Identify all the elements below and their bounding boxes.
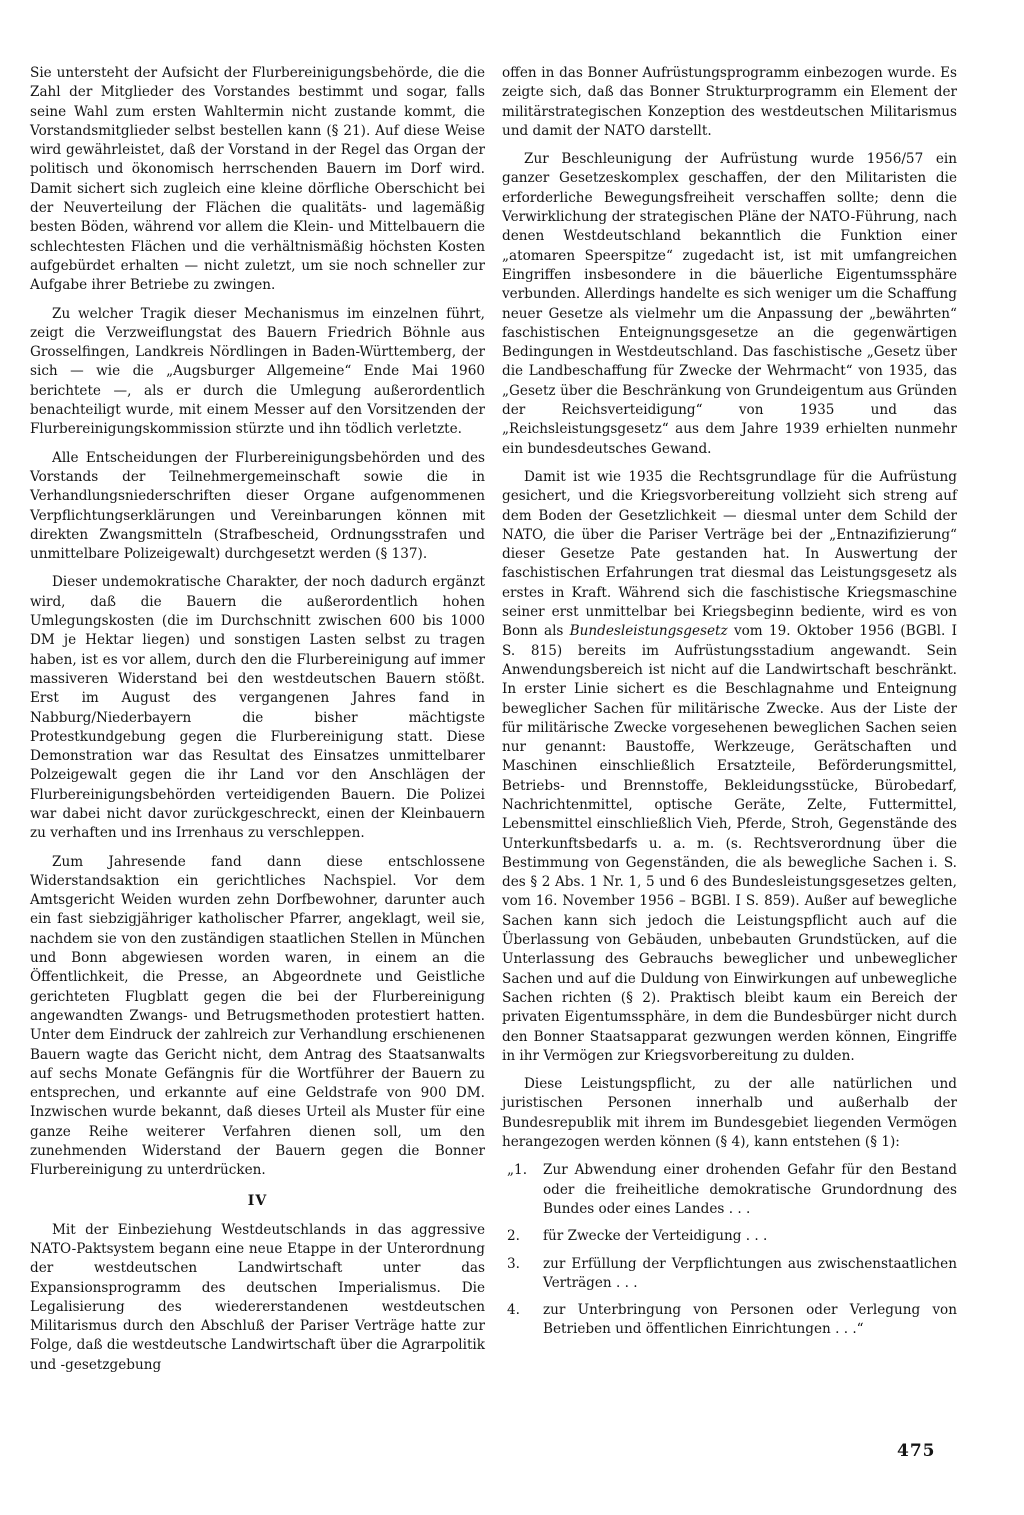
list-item <box>502 1255 957 1294</box>
list-item-text: zur Erfüllung der Verpflichtungen aus zwischenstaatlichen Verträgen . . . <box>543 1255 957 1291</box>
paragraph: Zu welcher Tragik dieser Mechanismus im einzelnen führt, zeigt die Verzweiflungstat des Bauern Friedrich Böhnle aus Grosselfingen, Landkreis Nördlingen in Baden-Württemberg, der sich — wie die „Augsburger Allgemeine“ Ende Mai 1960 berichtete —, als er durch die Umlegung außerordentlich benachteiligt wurde, mit einem Messer auf den Vorsitzenden der Flurbereinigungskommission stürzte und ihn tödlich verletzte. <box>30 305 485 438</box>
paragraph: offen in das Bonner Aufrüstungsprogramm einbezogen wurde. Es zeigte sich, daß das Bonner Strukturprogramm ein Element der militärstrategischen Konzeption des westdeutschen Militarismus und damit der NATO darstellt. <box>502 65 957 139</box>
list-item-text: für Zwecke der Verteidigung . . . <box>543 1228 768 1245</box>
paragraph: Sie untersteht der Aufsicht der Flurbereinigungsbehörde, die die Zahl der Mitglieder des Vorstandes bestimmt und sogar, falls seine Wahl zum ersten Wahltermin nicht zustande kommt, die Vorstandsmitglieder selbst bestellen kann (§ 21). Auf diese Weise wird gewährleistet, daß der Vorstand in der Regel das Organ der politisch und ökonomisch herrschenden Bauern im Dorf wird. Damit sichert sich zugleich eine kleine dörfliche Oberschicht bei der Neuverteilung der Flächen die qualitäts- und lagemäßig besten Böden, während vor allem die Klein- und Mittelbauern die schlechtesten Flächen und die verhältnismäßig höchsten Kosten aufgebürdet erhalten — nicht zuletzt, um sie noch schneller zur Aufgabe ihrer Betriebe zu zwingen. <box>30 65 485 294</box>
paragraph-text: Damit ist wie 1935 die Rechtsgrundlage für die Aufrüstung gesichert, und die Kriegsvorbereitung vollzieht sich streng auf dem Boden der Gesetzlichkeit — diesmal unter dem Schild der NATO, die über die Pariser Verträge bei der „Entnazifizierung“ dieser Gesetze Pate gestanden hat. In Auswertung der faschistischen Erfahrungen trat diesmal das Leistungsgesetz als erstes in Kraft. Während sich die faschistische Kriegsmaschine seiner erst unmittelbar bei Kriegsbeginn bediente, wird es von Bonn als <box>502 468 957 640</box>
paragraph: Alle Entscheidungen der Flurbereinigungsbehörden und des Vorstands der Teilnehmergemeinschaft sowie die in Verhandlungsniederschriften dieser Organe aufgenommenen Verpflichtungserklärungen und Vereinbarungen können mit direkten Zwangsmitteln (Strafbescheid, Ordnungsstrafen und unmittelbare Polizeigewalt) durchgesetzt werden (§ 137). <box>30 449 485 563</box>
list-item <box>502 1301 957 1340</box>
page-number: 475 <box>897 1441 936 1461</box>
list-item-number: „1. <box>507 1162 528 1179</box>
paragraph-text: vom 19. Oktober 1956 (BGBl. I S. 815) bereits im Aufrüstungsstadium angewandt. Sein Anwendungsbereich ist nicht auf die Landwirtschaft beschränkt. In erster Linie sichert es die Beschlagnahme und Enteignung beweglicher Sachen für militärische Zwecke. Aus der Liste der für militärische Zwecke vorgesehenen beweglichen Sachen seien nur genannt: Baustoffe, Werkzeuge, Gerätschaften und Maschinen einschließlich Ersatzteile, Beförderungsmittel, Betriebs- und Brennstoffe, Bekleidungsstücke, Bürobedarf, Nachrichtenmittel, optische Geräte, Zelte, Futtermittel, Lebensmittel einschließlich Vieh, Pferde, Stroh, Gegenstände des Unterkunftsbedarfs u. a. m. (s. Rechtsverordnung über die Bestimmung von Gegenständen, die als bewegliche Sachen i. S. des § 2 Abs. 1 Nr. 1, 5 und 6 des Bundesleistungsgesetzes gelten, vom 16. November 1956 – BGBl. I S. 859). Außer auf bewegliche Sachen kann sich jedoch die Leistungspflicht auch auf die Überlassung von Gebäuden, unbebauten Grundstücken, auf die Unterlassung des Gebrauchs beweglicher und unbeweglicher Sachen und auf die Duldung von Einwirkungen auf unbewegliche Sachen richten (§ 2). Praktisch bleibt kaum ein Bereich der privaten Eigentumssphäre, in dem die Bundesbürger nicht durch den Bonner Staatsapparat gezwungen werden können, Eingriffe in ihr Vermögen zur Kriegsvorbereitung zu dulden. <box>502 623 957 1064</box>
paragraph <box>502 468 957 1066</box>
list-item-text: Zur Abwendung einer drohenden Gefahr für den Bestand oder die freiheitliche demokratische Grundordnung des Bundes oder eines Landes . . . <box>543 1162 957 1217</box>
list-item <box>502 1227 957 1246</box>
list-item-number: 4. <box>507 1302 520 1319</box>
paragraph: Zur Beschleunigung der Aufrüstung wurde 1956/57 ein ganzer Gesetzeskomplex geschaffen, der den Militaristen die erforderliche Bewegungsfreiheit verschaffen sollte; denn die Verwirklichung der strategischen Pläne der NATO-Führung, nach denen Westdeutschland bekanntlich die Funktion einer „atomaren Speerspitze“ zugedacht ist, ist mit umfangreichen Eingriffen insbesondere in die bäuerliche Eigentumssphäre verbunden. Allerdings handelte es sich weniger um die Schaffung neuer Gesetze als vielmehr um die Anpassung der „bewährten“ faschistischen Enteignungsgesetze an die gegenwärtigen Bedingungen in Westdeutschland. Das faschistische „Gesetz über die Landbeschaffung für Zwecke der Wehrmacht“ von 1935, das „Gesetz über die Beschränkung von Grundeigentum aus Gründen der Reichsverteidigung“ von 1935 und das „Reichsleistungsgesetz“ aus dem Jahre 1939 erhielten nunmehr ein bundesdeutsches Gewand. <box>502 151 957 457</box>
list-item-number: 2. <box>507 1228 520 1245</box>
list-item-text: zur Unterbringung von Personen oder Verlegung von Betrieben und öffentlichen Einrichtungen . . .“ <box>543 1302 957 1338</box>
section-heading: IV <box>247 1192 268 1209</box>
list-item-number: 3. <box>507 1255 520 1272</box>
paragraph: Zum Jahresende fand dann diese entschlossene Widerstandsaktion ein gerichtliches Nachspiel. Vor dem Amtsgericht Weiden wurden zehn Dorfbewohner, darunter auch ein fast siebzigjähriger katholischer Pfarrer, angeklagt, weil sie, nachdem sie von den zuständigen staatlichen Stellen in München und Bonn abgewiesen worden waren, in einem an die Öffentlichkeit, die Presse, an Abgeordnete und Geistliche gerichteten Flugblatt gegen die bei der Flurbereinigung angewandten Zwangs- und Betrugsmethoden protestiert hatten. Unter dem Eindruck der zahlreich zur Verhandlung erschienenen Bauern wagte das Gericht nicht, dem Antrag des Staatsanwalts auf sechs Monate Gefängnis für die Wortführer der Bauern zu entsprechen, und erkannte auf eine Geldstrafe von 900 DM. Inzwischen wurde bekannt, daß dieses Urteil als Muster für eine ganze Reihe weiterer Verfahren dienen soll, um den zunehmenden Widerstand der Bauern gegen die Bonner Flurbereinigung zu unterdrücken. <box>30 853 485 1179</box>
paragraph: Mit der Einbeziehung Westdeutschlands in das aggressive NATO-Paktsystem begann eine neue Etappe in der Unterordnung der westdeutschen Landwirtschaft unter das Expansionsprogramm des deutschen Imperialismus. Die Legalisierung des wiedererstandenen westdeutschen Militarismus durch den Abschluß der Pariser Verträge hatte zur Folge, daß die westdeutsche Landwirtschaft über die Agrarpolitik und -gesetzgebung <box>30 1221 485 1373</box>
list-item <box>502 1161 957 1219</box>
paragraph: Diese Leistungspflicht, zu der alle natürlichen und juristischen Personen innerhalb und außerhalb der Bundesrepublik mit ihrem im Bundesgebiet liegenden Vermögen herangezogen werden können (§ 4), kann entstehen (§ 1): <box>502 1076 957 1151</box>
paragraph: Dieser undemokratische Charakter, der noch dadurch ergänzt wird, daß die Bauern die außerordentlich hohen Umlegungskosten (die im Durchschnitt zwischen 600 bis 1000 DM je Hektar liegen) und sonstigen Lasten selbst zu tragen haben, ist es vor allem, durch den die Flurbereinigung auf immer massiveren Widerstand bei den westdeutschen Bauern stößt. Erst im August des vergangenen Jahres fand in Nabburg/Niederbayern die bisher mächtigste Protestkundgebung gegen die Flurbereinigung statt. Diese Demonstration war das Resultat des Einsatzes unmittelbarer Polzeigewalt gegen die ihr Land vor den Anschlägen der Flurbereinigungsbehörden verteidigenden Bauern. Die Polizei war dabei nicht davor zurückgeschreckt, einen der Kleinbauern zu verhaften und ins Irrenhaus zu verschleppen. <box>30 574 485 842</box>
law-title-italic: Bundesleistungsgesetz <box>569 623 728 640</box>
left-column <box>30 64 485 1384</box>
numbered-list <box>502 1161 957 1339</box>
right-column <box>502 64 957 1348</box>
